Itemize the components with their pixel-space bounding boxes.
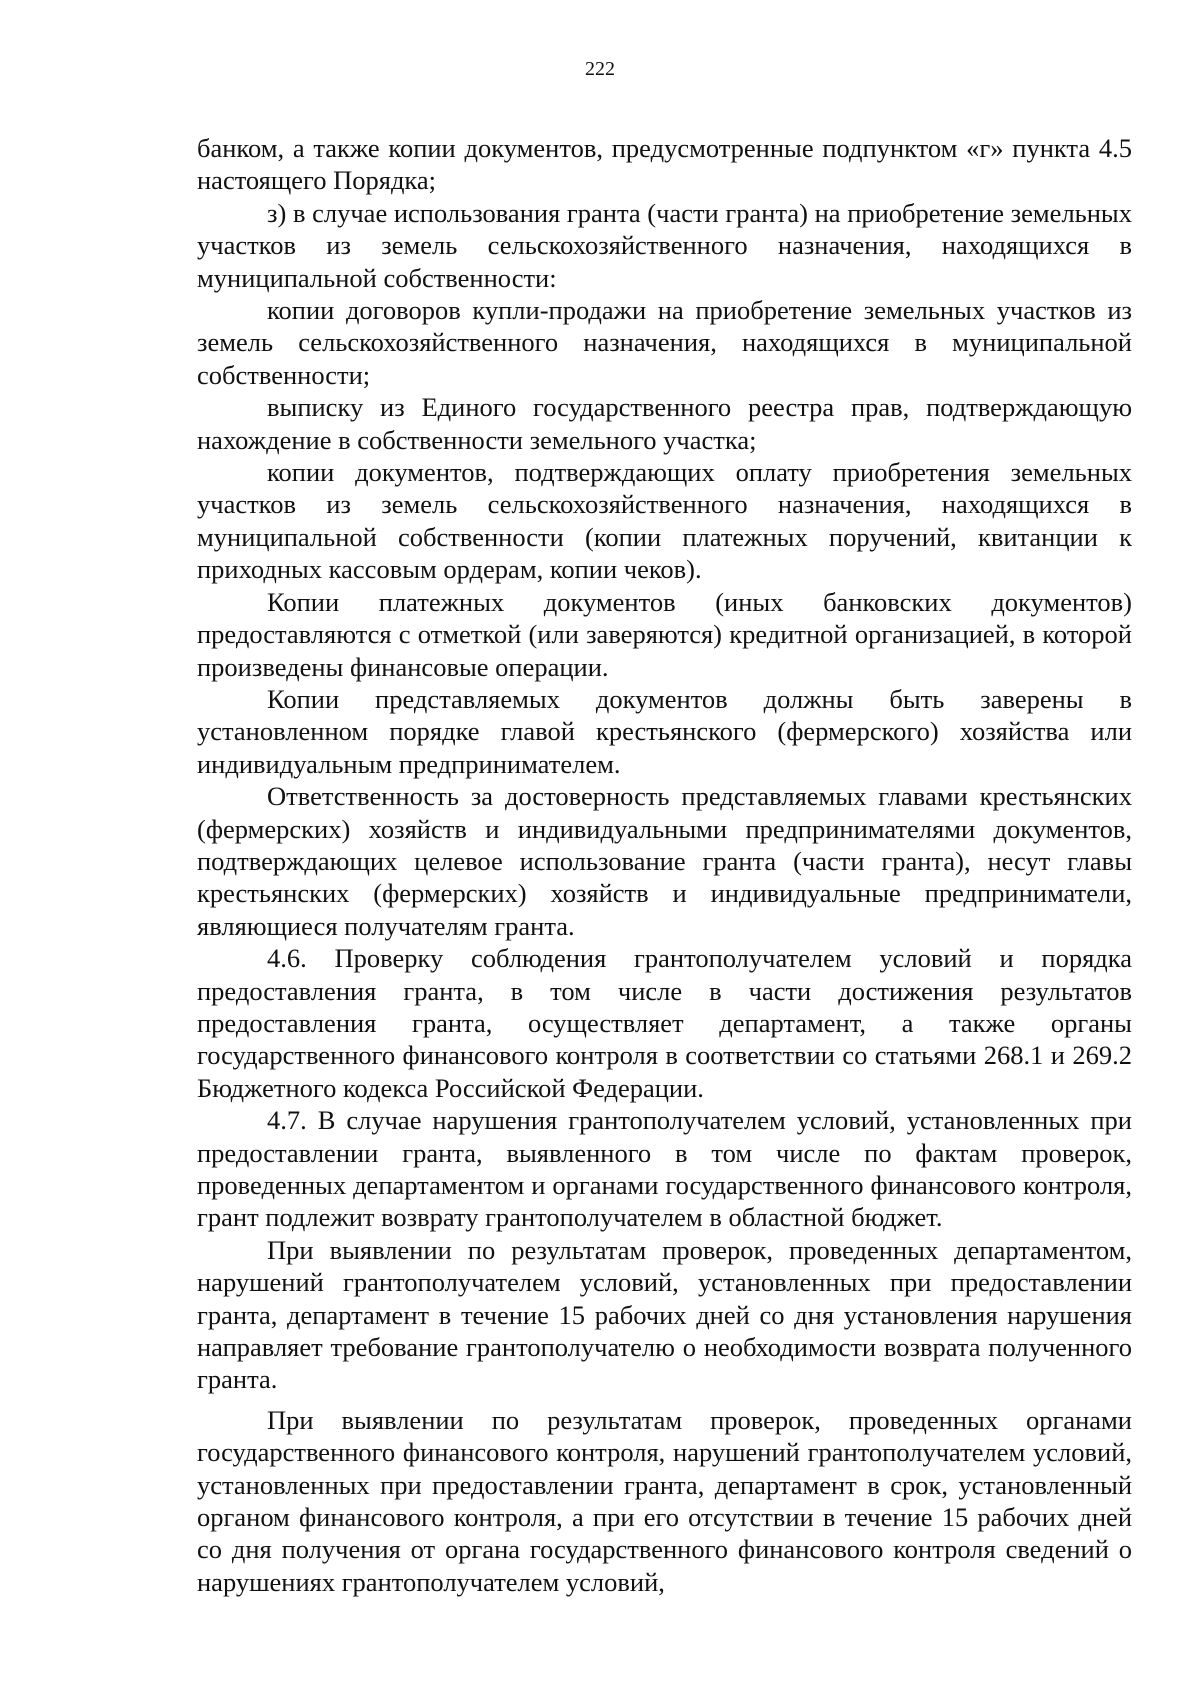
paragraph-continuation: банком, а также копии документов, предусмотренные подпунктом «г» пункта 4.5 настоящего Порядка; [197,133,1132,196]
document-body [197,132,1132,1598]
paragraph-subitem-z: з) в случае использования гранта (части гранта) на приобретение земельных участков из земель сельскохозяйственного назначения, находящихся в муниципальной собственности: [197,197,1132,293]
paragraph-section-4-6: 4.6. Проверку соблюдения грантополучателем условий и порядка предоставления гранта, в том числе в части достижения результатов предоставления гранта, осуществляет департамент, а также органы государственного финансового контроля в соответствии со статьями 268.1 и 269.2 Бюджетного кодекса Российской Федерации. [197,943,1132,1103]
paragraph-registry-extract: выписку из Единого государственного реестра прав, подтверждающую нахождение в собственности земельного участка; [197,392,1132,455]
paragraph-responsibility: Ответственность за достоверность представляемых главами крестьянских (фермерских) хозяйств и индивидуальными предпринимателями документов, подтверждающих целевое использование гранта (части гранта), несут главы крестьянских (фермерских) хозяйств и индивидуальные предприниматели, являющиеся получателям гранта. [197,781,1132,941]
page-number: 222 [585,58,615,80]
paragraph-bank-documents: Копии платежных документов (иных банковских документов) предоставляются с отметкой (или заверяются) кредитной организацией, в которой произведены финансовые операции. [197,586,1132,682]
paragraph-payment-documents: копии документов, подтверждающих оплату приобретения земельных участков из земель сельскохозяйственного назначения, находящихся в муниципальной собственности (копии платежных поручений, квитанции к приходных кассовым ордерам, копии чеков). [197,457,1132,585]
paragraph-certified-copies: Копии представляемых документов должны быть заверены в установленном порядке главой крестьянского (фермерского) хозяйства или индивидуальным предпринимателем. [197,683,1132,779]
paragraph-financial-control-findings: При выявлении по результатам проверок, проведенных органами государственного финансового контроля, нарушений грантополучателем условий, установленных при предоставлении гранта, департамент в срок, установленный органом финансового контроля, а при его отсутствии в течение 15 рабочих дней со дня получения от органа государственного финансового контроля сведений о нарушениях грантополучателем условий, [197,1404,1132,1597]
paragraph-department-findings: При выявлении по результатам проверок, проведенных департаментом, нарушений грантополучателем условий, установленных при предоставлении гранта, департамент в течение 15 рабочих дней со дня установления нарушения направляет требование грантополучателю о необходимости возврата полученного гранта. [197,1234,1132,1395]
paragraph-purchase-contracts: копии договоров купли-продажи на приобретение земельных участков из земель сельскохозяйственного назначения, находящихся в муниципальной собственности; [197,295,1132,390]
paragraph-section-4-7: 4.7. В случае нарушения грантополучателем условий, установленных при предоставлении гранта, выявленного в том числе по фактам проверок, проведенных департаментом и органами государственного финансового контроля, грант подлежит возврату грантополучателем в областной бюджет. [197,1105,1132,1233]
